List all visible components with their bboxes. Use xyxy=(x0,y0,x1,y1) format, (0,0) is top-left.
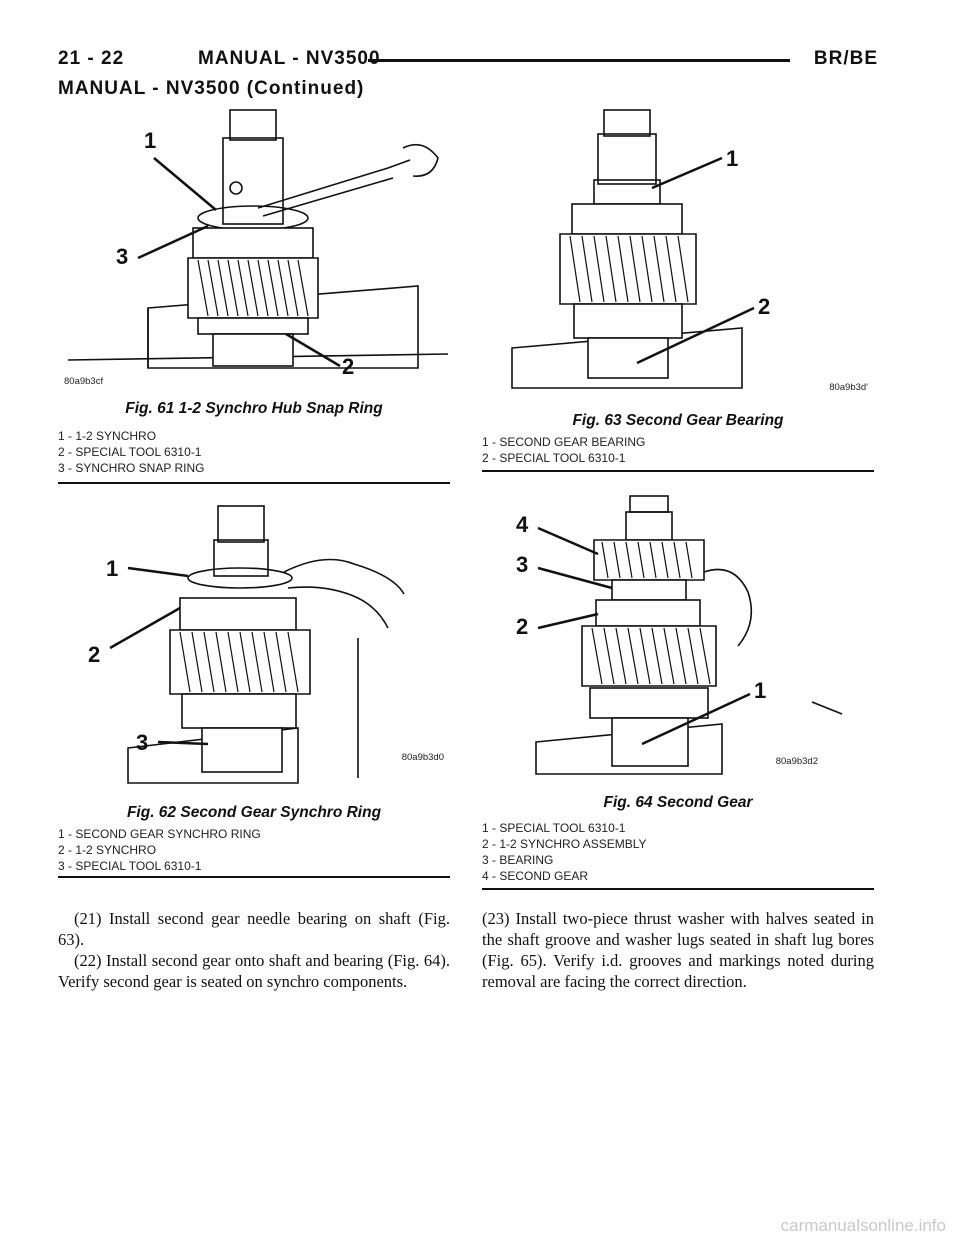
step-23: (23) Install two-piece thrust washer with halves seated in the shaft groove and washer lugs seated in shaft lug bores (Fig. 65). Verify i.d. grooves and markings noted during removal are facing the correct direction. xyxy=(482,909,874,991)
legend-item: 2 - 1-2 SYNCHRO ASSEMBLY xyxy=(482,837,647,851)
figure-62-illustration xyxy=(58,498,450,788)
legend-item: 1 - SECOND GEAR SYNCHRO RING xyxy=(58,827,261,841)
fig64-callout-4: 4 xyxy=(516,512,529,537)
fig62-callout-1: 1 xyxy=(106,556,119,581)
fig62-callout-2: 2 xyxy=(88,642,101,667)
model-code: BR/BE xyxy=(813,48,878,69)
step-21: (21) Install second gear needle bearing on shaft (Fig. 63). xyxy=(58,909,450,949)
figure-64-rule xyxy=(482,888,874,890)
legend-item: 2 - SPECIAL TOOL 6310-1 xyxy=(58,445,202,459)
legend-item: 3 - BEARING xyxy=(482,853,554,867)
fig62-callout-3: 3 xyxy=(136,730,149,755)
figure-63-illustration xyxy=(482,108,874,398)
fig64-callout-3: 3 xyxy=(516,552,529,577)
fig63-callout-2: 2 xyxy=(758,294,771,319)
fig64-callout-2: 2 xyxy=(516,614,529,639)
legend-item: 1 - 1-2 SYNCHRO xyxy=(58,429,157,443)
fig63-callout-1: 1 xyxy=(726,146,739,171)
left-column-text xyxy=(58,908,450,992)
figure-63-rule xyxy=(482,470,874,472)
legend-item: 1 - SECOND GEAR BEARING xyxy=(482,435,646,449)
figure-61-legend xyxy=(58,428,204,476)
continued-title: MANUAL - NV3500 (Continued) xyxy=(58,78,365,99)
figure-62-code: 80a9b3d0 xyxy=(401,752,444,763)
figure-62-caption: Fig. 62 Second Gear Synchro Ring xyxy=(126,804,382,821)
figure-64-caption: Fig. 64 Second Gear xyxy=(603,794,753,811)
right-column-text xyxy=(482,908,874,992)
figure-61-caption: Fig. 61 1-2 Synchro Hub Snap Ring xyxy=(125,400,383,417)
figure-63 xyxy=(482,108,874,472)
fig64-callout-1: 1 xyxy=(754,678,767,703)
header-rule xyxy=(368,59,790,62)
figure-63-caption: Fig. 63 Second Gear Bearing xyxy=(572,412,784,429)
figure-62 xyxy=(58,498,450,890)
figure-62-rule xyxy=(58,876,450,878)
figure-64-legend xyxy=(482,820,647,884)
figure-61-code: 80a9b3cf xyxy=(64,376,104,387)
step-22: (22) Install second gear onto shaft and bearing (Fig. 64). Verify second gear is seated on synchro components. xyxy=(58,951,450,991)
figure-61 xyxy=(58,108,450,488)
figure-62-legend xyxy=(58,826,261,874)
fig61-callout-3: 3 xyxy=(116,244,129,269)
legend-item: 3 - SYNCHRO SNAP RING xyxy=(58,461,205,475)
figure-63-code: 80a9b3d' xyxy=(829,382,868,393)
figure-64-code: 80a9b3d2 xyxy=(775,756,818,767)
watermark: carmanualsonline.info xyxy=(780,1216,946,1235)
figure-61-illustration xyxy=(58,108,450,388)
legend-item: 1 - SPECIAL TOOL 6310-1 xyxy=(482,821,626,835)
legend-item: 2 - 1-2 SYNCHRO xyxy=(58,843,157,857)
figure-64 xyxy=(482,492,874,892)
page-number: 21 - 22 xyxy=(58,48,125,69)
legend-item: 4 - SECOND GEAR xyxy=(482,869,589,883)
figure-61-rule xyxy=(58,482,450,484)
figure-64-illustration xyxy=(482,492,874,782)
figure-63-legend xyxy=(482,434,645,466)
fig61-callout-1: 1 xyxy=(144,128,157,153)
section-title: MANUAL - NV3500 xyxy=(198,48,381,69)
page-header xyxy=(58,44,878,74)
fig61-callout-2: 2 xyxy=(342,354,355,379)
legend-item: 3 - SPECIAL TOOL 6310-1 xyxy=(58,859,202,873)
legend-item: 2 - SPECIAL TOOL 6310-1 xyxy=(482,451,626,465)
